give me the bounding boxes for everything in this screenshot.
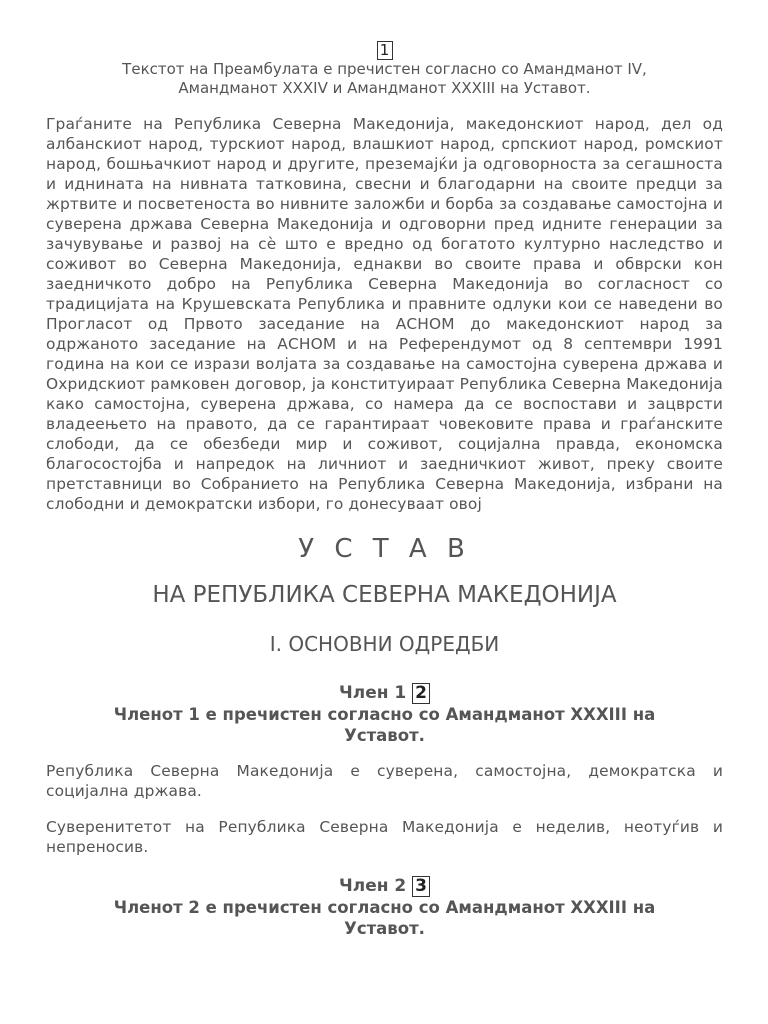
- preamble-footnote-row: [46, 40, 723, 60]
- article-2-heading: Член 2: [339, 876, 407, 896]
- article-1-heading: Член 1: [339, 683, 407, 703]
- article-1-paragraph-1: Република Северна Македонија е суверена, самостојна, демократска и социјална држава.: [46, 762, 723, 800]
- preamble-note-line-2: Амандманот XXXIV и Амандманот XXXIII на Уставот.: [178, 79, 591, 97]
- section-heading: I. ОСНОВНИ ОДРЕДБИ: [269, 632, 500, 656]
- footnote-marker-3[interactable]: 3: [412, 876, 430, 897]
- article-1-note-line-1: Членот 1 е пречистен согласно со Амандманот XXXIII на: [113, 705, 656, 724]
- article-1-note: [46, 704, 723, 746]
- article-2-note-line-2: Уставот.: [344, 919, 425, 938]
- article-2-heading-row: [46, 876, 723, 897]
- article-1-paragraph-2: Суверенитетот на Република Северна Македонија е неделив, неотуѓив и непреносив.: [46, 818, 723, 856]
- article-1-note-line-2: Уставот.: [344, 726, 425, 745]
- preamble-note: [46, 60, 723, 98]
- preamble-note-line-1: Текстот на Преамбулата е пречистен согласно со Амандманот IV,: [122, 60, 647, 78]
- article-2-note-line-1: Членот 2 е пречистен согласно со Амандманот XXXIII на: [113, 898, 656, 917]
- article-1-heading-row: [46, 683, 723, 704]
- preamble-text: Граѓаните на Република Северна Македонија, македонскиот народ, дел од албанскиот народ, турскиот народ, влашкиот народ, српскиот народ, ромскиот народ, бошњачкиот народ и другите, преземајќи ја одговорноста за сегашноста и иднината на нивната татковина, свесни и благодарни на своите предци за жртвите и посветеноста во нивните заложби и борба за создавање самостојна и суверена држава Северна Македонија и одговорни пред идните генерации за зачувување и развој на сѐ што е вредно од богатото културно наследство и соживот во Северна Македонија, еднакви во своите права и обврски кон заедничкото добро на Република Северна Македонија во согласност со традицијата на Крушевската Република и правните одлуки кои се наведени во Прогласот од Првото заседание на АСНОМ до македонскиот народ за одржаното заседание на АСНОМ и на Референдумот од 8 септември 1991 година на кои се изрази волјата за создавање на самостојна суверена држава и Охридскиот рамковен договор, ја конституираат Република Северна Македонија како самостојна, суверена држава, со намера да се воспостави и зацврсти владеењето на правото, да се гарантираат човековите права и граѓанските слободи, да се обезбеди мир и соживот, социјална правда, економска благосостојба и напредок на личниот и заедничкиот живот, преку своите претставници во Собранието на Република Северна Македонија, избрани на слободни и демократски избори, го донесуваат овој: [46, 115, 723, 513]
- constitution-subtitle: НА РЕПУБЛИКА СЕВЕРНА МАКЕДОНИЈА: [152, 582, 617, 608]
- article-2-note: [46, 897, 723, 939]
- footnote-marker-1[interactable]: 1: [377, 41, 393, 60]
- constitution-title: У С Т А В: [298, 534, 471, 564]
- footnote-marker-2[interactable]: 2: [412, 683, 430, 704]
- document-page: [46, 40, 723, 939]
